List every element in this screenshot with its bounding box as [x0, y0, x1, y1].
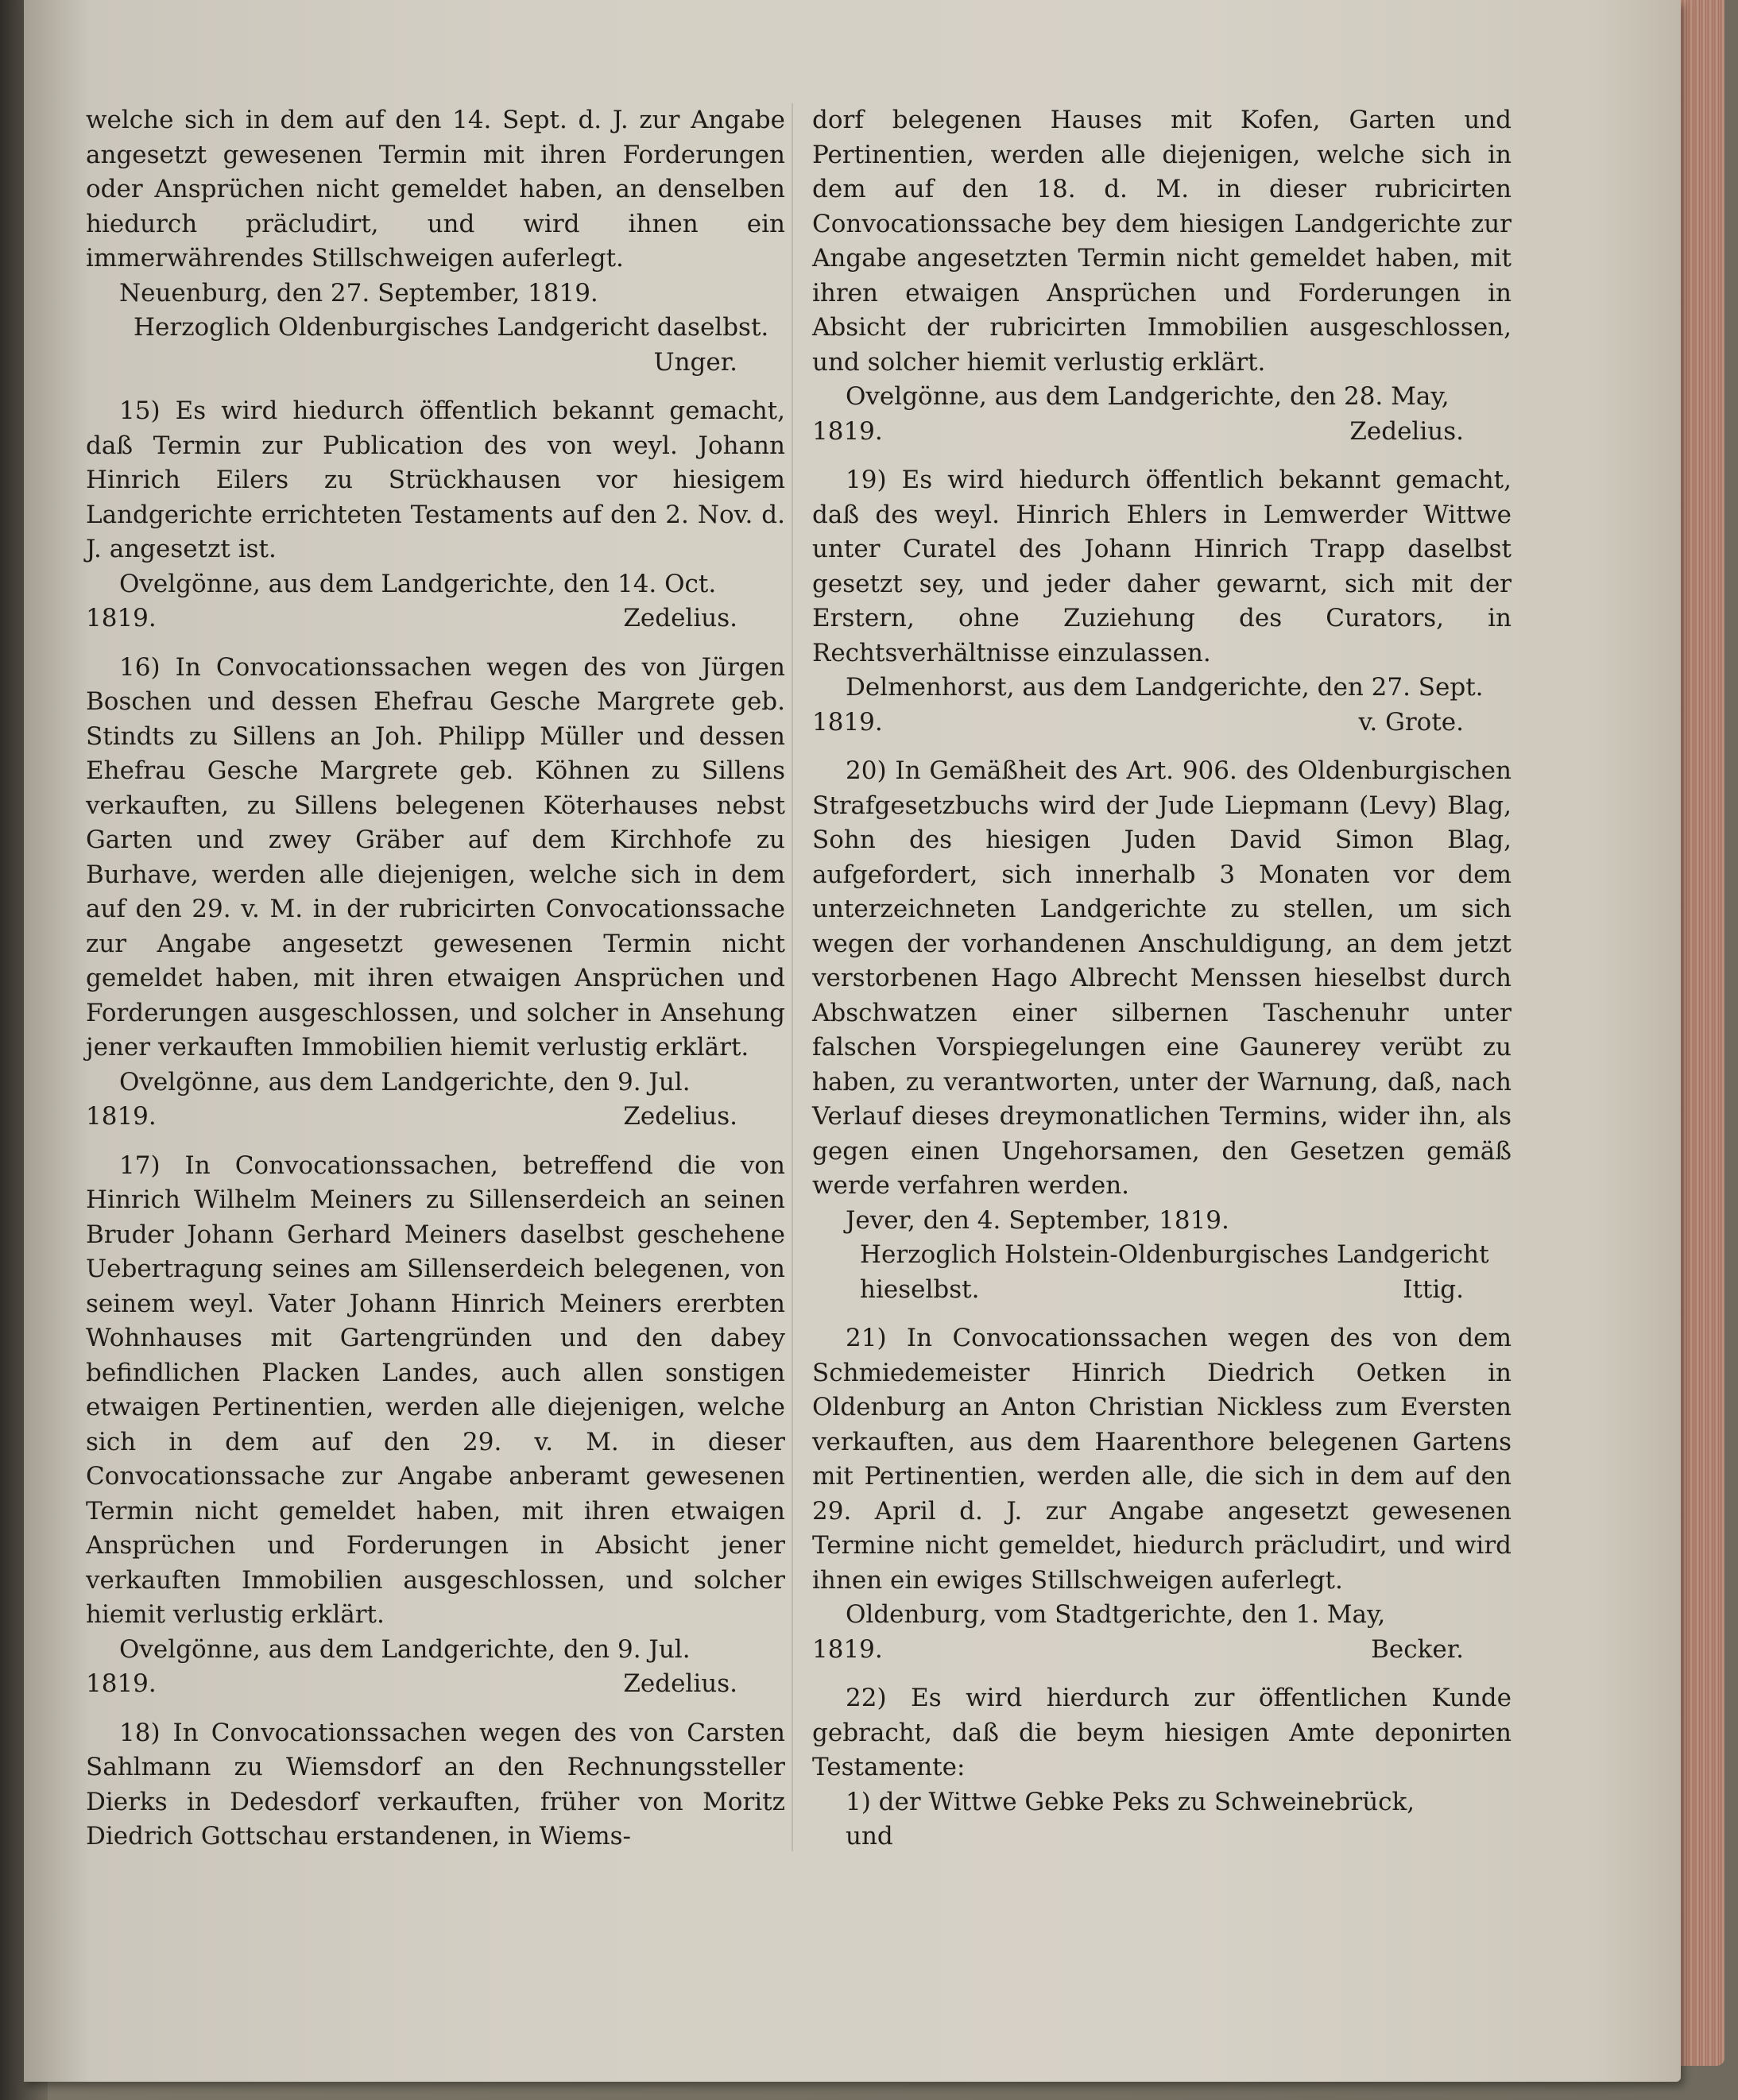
notice-16-text: 16) In Convocationssachen wegen des von Jürgen Boschen und dessen Ehefrau Gesche Margrete geb. Stindts zu Sillens an Joh. Philipp Müller und dessen Ehefrau Gesche Margrete geb. Köhnen zu Sillens verkauften, zu Sillens belegenen Köterhauses nebst Garten und zwey Gräber auf dem Kirchhofe zu Burhave, werden alle diejenigen, welche sich in dem auf den 29. v. M. in der rubricirten Convocationssache zur Angabe angesetzt gewesenen Termin nicht gemeldet haben, mit ihren etwaigen Ansprüchen und Forderungen ausgeschlossen, und solcher in Ansehung jener verkauften Immobilien hiemit verlustig erklärt.	[86, 652, 785, 1062]
page-edges	[1681, 0, 1724, 2066]
notice-18-continuation: dorf belegenen Hauses mit Kofen, Garten und Pertinentien, werden alle diejenigen, welche sich in dem auf den 18. d. M. in dieser rubricirten Convocationssache bey dem hiesigen Landgerichte zur Angabe angesetzten Termin nicht gemeldet haben, mit ihren etwaigen Ansprüchen und Forderungen in Absicht der rubricirten Immobilien ausgeschlossen, und solcher hiemit verlustig erklärt.	[812, 106, 1512, 377]
notice-20-place: Jever, den 4. September, 1819.	[846, 1205, 1229, 1235]
notice-20-court-cont: hieselbst.	[860, 1274, 980, 1304]
notice-16-signature	[86, 1100, 785, 1135]
notice-22-text: 22) Es wird hierdurch zur öffentlichen Kunde gebracht, daß die beym hiesigen Amte deponirten Testamente:	[812, 1684, 1512, 1781]
notice-19-signer: v. Grote.	[1358, 707, 1464, 737]
notice-18-signature	[812, 415, 1512, 450]
notice-17-text: 17) In Convocationssachen, betreffend die von Hinrich Wilhelm Meiners zu Sillenserdeich an seinen Bruder Johann Gerhard Meiners daselbst geschehene Uebertragung seines am Sillenserdeich belegenen, von seinem weyl. Vater Johann Hinrich Meiners ererbten Wohnhauses mit Gartengründen und den dabey befindlichen Placken Landes, auch allen sonstigen etwaigen Pertinentien, werden alle diejenigen, welche sich in dem auf den 29. v. M. in dieser Convocationssache zur Angabe anberamt gewesenen Termin nicht gemeldet haben, mit ihren etwaigen Ansprüchen und Forderungen in Absicht jener verkauften Immobilien ausgeschlossen, und solcher hiemit verlustig erklärt.	[86, 1151, 785, 1629]
notice-19-place: Delmenhorst, aus dem Landgerichte, den 27. Sept.	[846, 673, 1484, 702]
intro-signer: Unger.	[653, 347, 737, 377]
intro-court: Herzoglich Oldenburgisches Landgericht daselbst.	[134, 313, 769, 342]
intro-paragraph: welche sich in dem auf den 14. Sept. d. J. zur Angabe angesetzt gewesenen Termin mit ihren Forderungen oder Ansprüchen nicht gemeldet haben, an denselben hiedurch präcludirt, und wird ihnen ein immerwährendes Stillschweigen auferlegt.	[86, 106, 785, 273]
notice-22-item-1: 1) der Wittwe Gebke Peks zu Schweinebrück,	[846, 1787, 1415, 1816]
notice-20-signer: Ittig.	[1403, 1274, 1464, 1304]
notice-18-year: 1819.	[812, 416, 883, 446]
notice-17-place: Ovelgönne, aus dem Landgerichte, den 9. Jul.	[119, 1634, 691, 1664]
notice-19-year: 1819.	[812, 707, 883, 737]
notice-16-place: Ovelgönne, aus dem Landgerichte, den 9. Jul.	[119, 1067, 691, 1096]
notice-21-signer: Becker.	[1371, 1634, 1464, 1664]
intro-date: Neuenburg, den 27. September, 1819.	[119, 278, 598, 307]
notice-17-signer: Zedelius.	[623, 1669, 737, 1698]
notice-15-year: 1819.	[86, 604, 157, 632]
notice-17-signature	[86, 1667, 785, 1702]
notice-18-place: Ovelgönne, aus dem Landgerichte, den 28. May,	[846, 382, 1450, 411]
notice-21-year: 1819.	[812, 1634, 883, 1664]
notice-19-text: 19) Es wird hiedurch öffentlich bekannt gemacht, daß des weyl. Hinrich Ehlers in Lemwerder Wittwe unter Curatel des Johann Hinrich Trapp daselbst gesetzt sey, und jeder daher gewarnt, sich mit der Erstern, ohne Zuziehung des Curators, in Rechtsverhältnisse einzulassen.	[812, 466, 1512, 667]
notice-21-text: 21) In Convocationssachen wegen des von dem Schmiedemeister Hinrich Diedrich Oetken in Oldenburg an Anton Christian Nickless zum Eversten verkauften, aus dem Haarenthore belegenen Gartens mit Pertinentien, werden alle, die sich in dem auf den 29. April d. J. zur Angabe angesetzt gewesenen Termine nicht gemeldet, hiedurch präcludirt, und wird ihnen ein ewiges Stillschweigen auferlegt.	[812, 1324, 1512, 1595]
notice-15-signer: Zedelius.	[623, 604, 737, 632]
notice-18-text: 18) In Convocationssachen wegen des von Carsten Sahlmann zu Wiemsdorf an den Rechnungssteller Dierks in Dedesdorf verkauften, früher von Moritz Diedrich Gottschau erstandenen, in Wiems-	[86, 1718, 785, 1851]
notice-20-text: 20) In Gemäßheit des Art. 906. des Oldenburgischen Strafgesetzbuchs wird der Jude Liepmann (Levy) Blag, Sohn des hiesigen Juden David Simon Blag, aufgefordert, sich innerhalb 3 Monaten vor dem unterzeichneten Landgerichte zu stellen, um sich wegen der vorhandenen Anschuldigung, an dem jetzt verstorbenen Hago Albrecht Menssen hieselbst durch Abschwatzen einer silbernen Taschenuhr unter falschen Vorspiegelungen eine Gaunerey verübt zu haben, zu verantworten, unter der Warnung, daß, nach Verlauf dieses dreymonatlichen Termins, wider ihn, als gegen einen Ungehorsamen, den Gesetzen gemäß werde verfahren werden.	[812, 756, 1512, 1200]
notice-17-year: 1819.	[86, 1669, 157, 1698]
notice-15-text: 15) Es wird hiedurch öffentlich bekannt gemacht, daß Termin zur Publication des von weyl. Johann Hinrich Eilers zu Strückhausen vor hiesigem Landgerichte errichteten Testaments auf den 2. Nov. d. J. angesetzt ist.	[86, 396, 785, 563]
notice-16-year: 1819.	[86, 1102, 157, 1131]
notice-18-signer: Zedelius.	[1349, 416, 1464, 446]
left-column	[86, 103, 785, 1854]
right-column	[812, 103, 1512, 1854]
notice-22-item-1-cont: und	[846, 1822, 893, 1851]
notice-15-place: Ovelgönne, aus dem Landgerichte, den 14. Oct.	[119, 569, 717, 598]
notice-21-place: Oldenburg, vom Stadtgerichte, den 1. May,	[846, 1600, 1386, 1629]
notice-15-signature	[86, 601, 785, 636]
notice-19-signature	[812, 706, 1512, 741]
notice-20-signature	[812, 1273, 1512, 1308]
column-divider	[792, 103, 793, 1851]
notice-16-signer: Zedelius.	[623, 1102, 737, 1131]
notice-20-court: Herzoglich Holstein-Oldenburgisches Landgericht	[860, 1240, 1489, 1269]
notice-21-signature	[812, 1633, 1512, 1668]
